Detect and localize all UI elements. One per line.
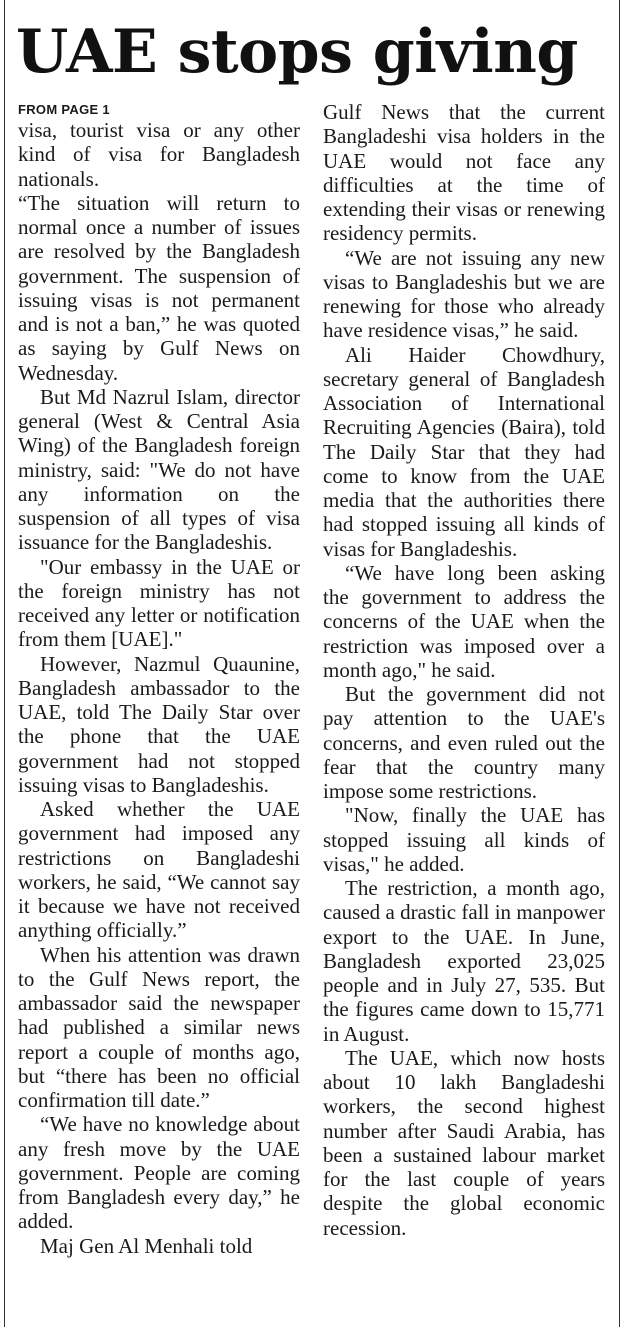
article-column-left	[18, 100, 300, 1258]
article-paragraph: The UAE, which now hosts about 10 lakh Bangladeshi workers, the second highest number after Saudi Arabia, has been a sustained labour market for the last couple of years despite the global economic recession.	[323, 1045, 605, 1240]
article-column-right	[323, 100, 605, 1240]
article-paragraph: However, Nazmul Quaunine, Bangladesh ambassador to the UAE, told The Daily Star over the phone that the UAE government had not stopped issuing visas to Bangladeshis.	[18, 651, 300, 797]
article-paragraph: “We have no knowledge about any fresh move by the UAE government. People are coming from Bangladesh every day,” he added.	[18, 1112, 300, 1234]
right-column-rule	[619, 0, 620, 1327]
headline: UAE stops giving	[16, 17, 578, 87]
article-paragraph: “We are not issuing any new visas to Bangladeshis but we are renewing for those who already have residence visas,” he said.	[323, 245, 605, 343]
article-paragraph: visa, tourist visa or any other kind of visa for Bangladesh nationals.	[18, 118, 300, 191]
article-paragraph: The restriction, a month ago, caused a drastic fall in manpower export to the UAE. In June, Bangladesh exported 23,025 people and in July 27, 535. But the figures came down to 15,771 in August.	[323, 876, 605, 1046]
article-paragraph: But Md Nazrul Islam, director general (West & Central Asia Wing) of the Bangladesh foreign ministry, said: "We do not have any information on the suspension of all types of visa issuance for the Bangladeshis.	[18, 384, 300, 555]
article-paragraph: But the government did not pay attention to the UAE's concerns, and even ruled out the fear that the country many impose some restrictions.	[323, 682, 605, 803]
article-paragraph: Asked whether the UAE government had imposed any restrictions on Bangladeshi workers, he said, “We cannot say it because we have not received anything officially.”	[18, 797, 300, 943]
article-paragraph: "Now, finally the UAE has stopped issuing all kinds of visas," he added.	[323, 803, 605, 876]
article-paragraph: Gulf News that the current Bangladeshi visa holders in the UAE would not face any difficulties at the time of extending their visas or renewing residency permits.	[323, 100, 605, 246]
kicker-from-page: FROM PAGE 1	[18, 102, 110, 117]
article-paragraph: When his attention was drawn to the Gulf News report, the ambassador said the newspaper had published a similar news report a couple of months ago, but “there has been no official confirmation till date.”	[18, 942, 300, 1112]
article-paragraph: “We have long been asking the government to address the concerns of the UAE when the restriction was imposed over a month ago," he said.	[323, 560, 605, 682]
article-paragraph: “The situation will return to normal once a number of issues are resolved by the Bangladesh government. The suspension of issuing visas is not permanent and is not a ban,” he was quoted as saying by Gulf News on Wednesday.	[18, 190, 300, 385]
article-paragraph: "Our embassy in the UAE or the foreign ministry has not received any letter or notification from them [UAE]."	[18, 554, 300, 652]
article-paragraph: Maj Gen Al Menhali told	[40, 1233, 253, 1258]
article-paragraph: Ali Haider Chowdhury, secretary general of Bangladesh Association of International Recruiting Agencies (Baira), told The Daily Star that they had come to know from the UAE media that the authorities there had stopped issuing all kinds of visas for Bangladeshis.	[323, 342, 605, 561]
left-column-rule	[4, 0, 5, 1327]
